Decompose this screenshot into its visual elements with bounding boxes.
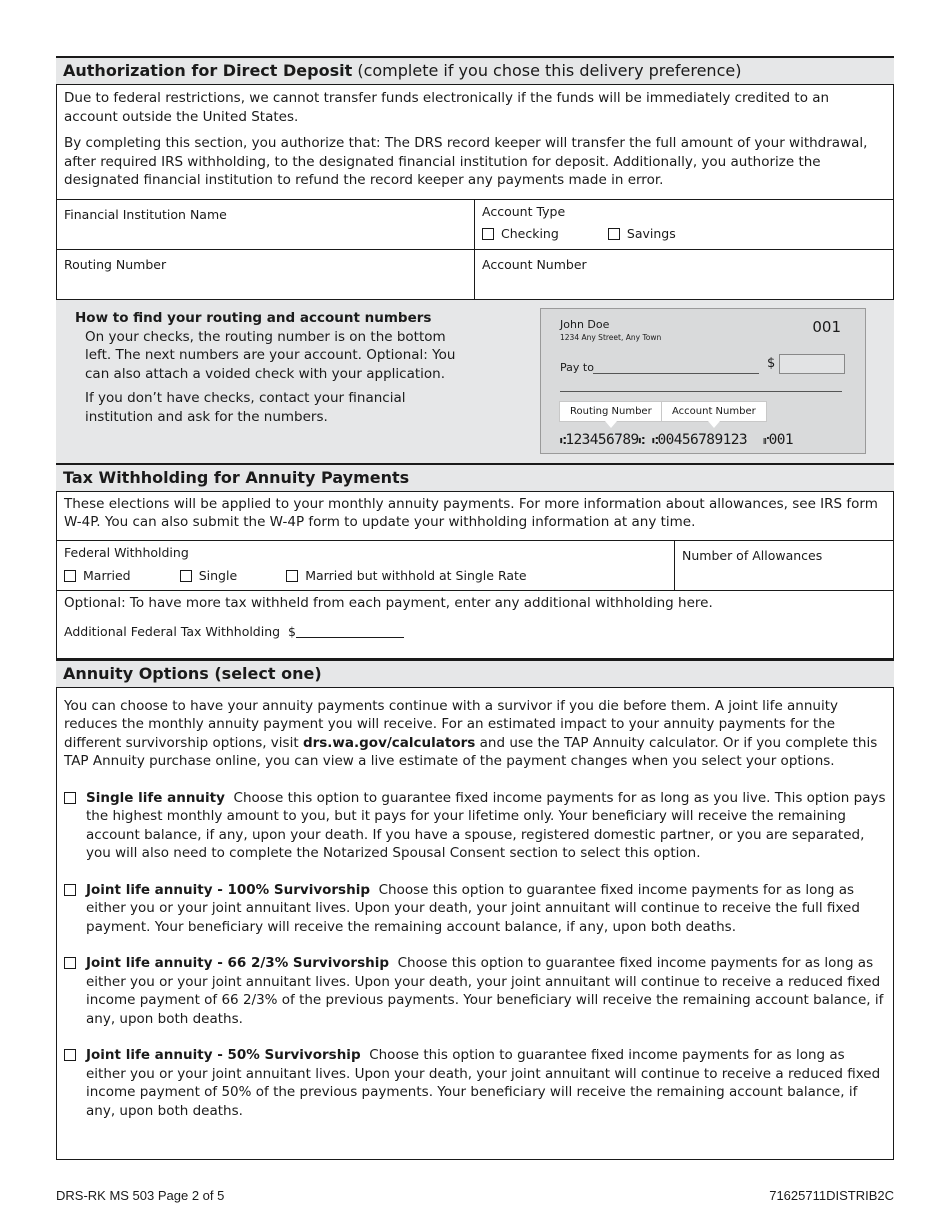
- check-number: 001: [812, 317, 841, 336]
- optional-withholding-text: Optional: To have more tax withheld from each payment, enter any additional withholding here.: [64, 594, 713, 611]
- account-number-tag: Account Number: [661, 401, 767, 422]
- married-single-rate-checkbox[interactable]: [286, 570, 298, 582]
- additional-withholding-input[interactable]: [296, 637, 404, 638]
- account-type-field: [475, 200, 893, 249]
- routing-help-para-2: If you don’t have checks, contact your financial institution and ask for the numbers.: [85, 390, 406, 425]
- routing-help-title: How to find your routing and account numbers: [75, 309, 432, 326]
- check-micr-line: ⑆123456789⑆ ⑆00456789123 ⑈001: [560, 431, 794, 448]
- tax-title: Tax Withholding for Annuity Payments: [63, 467, 410, 487]
- savings-checkbox[interactable]: [608, 228, 620, 240]
- federal-withholding-label: Federal Withholding: [64, 544, 189, 560]
- routing-number-label: Routing Number: [64, 256, 167, 272]
- savings-option[interactable]: [608, 226, 676, 241]
- allowances-field[interactable]: [675, 541, 893, 590]
- option-title: Joint life annuity - 100% Survivorship: [86, 881, 370, 898]
- annuity-intro: [64, 697, 886, 771]
- bank-info-row: [56, 200, 894, 250]
- direct-deposit-subtitle: (complete if you chose this delivery preference): [357, 61, 742, 80]
- single-life-annuity-checkbox[interactable]: [64, 792, 76, 804]
- annuity-header: [56, 659, 894, 687]
- annuity-title: Annuity Options (select one): [63, 663, 322, 683]
- tax-intro-box: [56, 491, 894, 541]
- direct-deposit-para-2: By completing this section, you authorize that: The DRS record keeper will transfer the full amount of your withdrawal, after required IRS withholding, to the designated financial institution for deposit. Additionally, you authorize the designated financial institution to refund the record keeper any payments made in error.: [64, 135, 868, 188]
- micr-account: 00456789123: [657, 431, 747, 448]
- check-dollar-sign: $: [767, 355, 776, 371]
- check-owner-address: 1234 Any Street, Any Town: [560, 332, 662, 342]
- check-pay-to-line: [593, 373, 759, 374]
- footer-form-id: DRS-RK MS 503 Page 2 of 5: [56, 1188, 225, 1203]
- direct-deposit-header: [56, 56, 894, 84]
- option-title: Joint life annuity - 50% Survivorship: [86, 1047, 361, 1063]
- annuity-options-box: [56, 687, 894, 1160]
- direct-deposit-title: Authorization for Direct Deposit: [63, 61, 353, 80]
- tax-intro: These elections will be applied to your monthly annuity payments. For more information about allowances, see IRS form W-4P. You can also submit the W-4P form to update your withholding information at any time.: [64, 495, 878, 530]
- routing-number-tag: Routing Number: [559, 401, 663, 422]
- joint-66-annuity-option: [64, 954, 886, 1028]
- additional-withholding-label: Additional Federal Tax Withholding: [64, 624, 281, 639]
- federal-withholding-field: [57, 541, 675, 590]
- sample-check-image: [540, 308, 866, 454]
- annuity-intro-after: and use the TAP Annuity calculator. Or if you complete this TAP Annuity purchase online, you can view a live estimate of the payment changes when you select your options.: [64, 734, 878, 769]
- joint-66-annuity-checkbox[interactable]: [64, 957, 76, 969]
- option-text: Choose this option to guarantee fixed income payments for as long as you live. This option pays the highest monthly amount to you, but it pays for your lifetime only. Your beneficiary will receive the remaining account balance, if any, upon your death. If you have a spouse, registered domestic partner, or you are separated, you will also need to complete the Notarized Spousal Consent section to select this option.: [86, 789, 886, 861]
- federal-withholding-row: [56, 541, 894, 591]
- married-checkbox[interactable]: [64, 570, 76, 582]
- additional-withholding-row: [56, 591, 894, 659]
- option-title: Joint life annuity - 66 2/3% Survivorship: [86, 955, 390, 971]
- routing-help-para-1: On your checks, the routing number is on the bottom left. The next numbers are your account. Optional: You can also attach a voided check with your application.: [85, 328, 456, 382]
- institution-name-label: Financial Institution Name: [64, 206, 227, 222]
- savings-label: Savings: [626, 225, 676, 241]
- checking-checkbox[interactable]: [482, 228, 494, 240]
- routing-account-row: [56, 250, 894, 300]
- check-amount-box: [779, 354, 845, 374]
- check-pay-to-label: Pay to: [560, 360, 594, 374]
- married-option[interactable]: [64, 568, 131, 583]
- additional-withholding-field: [64, 624, 886, 639]
- footer-barcode-id: 71625711DISTRIB2C: [769, 1188, 894, 1203]
- option-text: Choose this option to guarantee fixed income payments for as long as either you or your joint annuitant lives. Upon your death, your joint annuitant will continue to receive a reduced fixed income payment of 50% of the previous payments. Your beneficiary will receive the remaining account balance, if any, upon both deaths.: [86, 1047, 881, 1119]
- allowances-label: Number of Allowances: [682, 547, 823, 563]
- joint-50-annuity-option: [64, 1046, 886, 1120]
- form-page: [56, 56, 894, 1160]
- account-number-label: Account Number: [482, 256, 587, 272]
- option-title: Single life annuity: [86, 789, 225, 806]
- option-text: Choose this option to guarantee fixed income payments for as long as either you or your joint annuitant lives. Upon your death, your joint annuitant will continue to receive the full fixed payment. Your beneficiary will receive the remaining account balance, if any, upon both deaths.: [86, 881, 860, 935]
- routing-number-field[interactable]: [57, 250, 475, 299]
- routing-help-panel: [56, 300, 894, 463]
- joint-50-annuity-checkbox[interactable]: [64, 1049, 76, 1061]
- additional-withholding-dollar: $: [288, 624, 296, 639]
- micr-routing: 123456789: [565, 431, 639, 448]
- tax-header: [56, 463, 894, 491]
- checking-option[interactable]: [482, 226, 559, 241]
- direct-deposit-para-1: Due to federal restrictions, we cannot transfer funds electronically if the funds will be immediately credited to an account outside the United States.: [64, 90, 830, 125]
- single-checkbox[interactable]: [180, 570, 192, 582]
- married-label: Married: [83, 567, 131, 583]
- account-number-field[interactable]: [475, 250, 893, 299]
- married-single-rate-option[interactable]: [286, 568, 526, 583]
- single-life-annuity-option: [64, 789, 886, 863]
- calculator-link[interactable]: drs.wa.gov/calculators: [302, 734, 476, 751]
- single-label: Single: [198, 567, 238, 583]
- annuity-intro-before: You can choose to have your annuity payments continue with a survivor if you die before them. A joint life annuity reduces the monthly annuity payment you will receive. For an estimated impact to your annuity payments for the different survivorship options, visit: [64, 697, 839, 751]
- single-option[interactable]: [180, 568, 237, 583]
- option-text: Choose this option to guarantee fixed income payments for as long as either you or your joint annuitant lives. Upon your death, your joint annuitant will continue to receive a reduced fixed income payment of 66 2/3% of the previous payments. Your beneficiary will receive the remaining account balance, if any, upon both deaths.: [86, 955, 884, 1027]
- check-owner-name: John Doe: [560, 317, 610, 331]
- account-type-label: Account Type: [482, 203, 566, 219]
- check-memo-line: [560, 391, 842, 392]
- joint-100-annuity-option: [64, 881, 886, 937]
- institution-name-field[interactable]: [57, 200, 475, 249]
- direct-deposit-notice: [56, 84, 894, 200]
- joint-100-annuity-checkbox[interactable]: [64, 884, 76, 896]
- micr-check: 001: [768, 431, 794, 448]
- checking-label: Checking: [501, 225, 559, 241]
- married-single-rate-label: Married but withhold at Single Rate: [305, 567, 527, 583]
